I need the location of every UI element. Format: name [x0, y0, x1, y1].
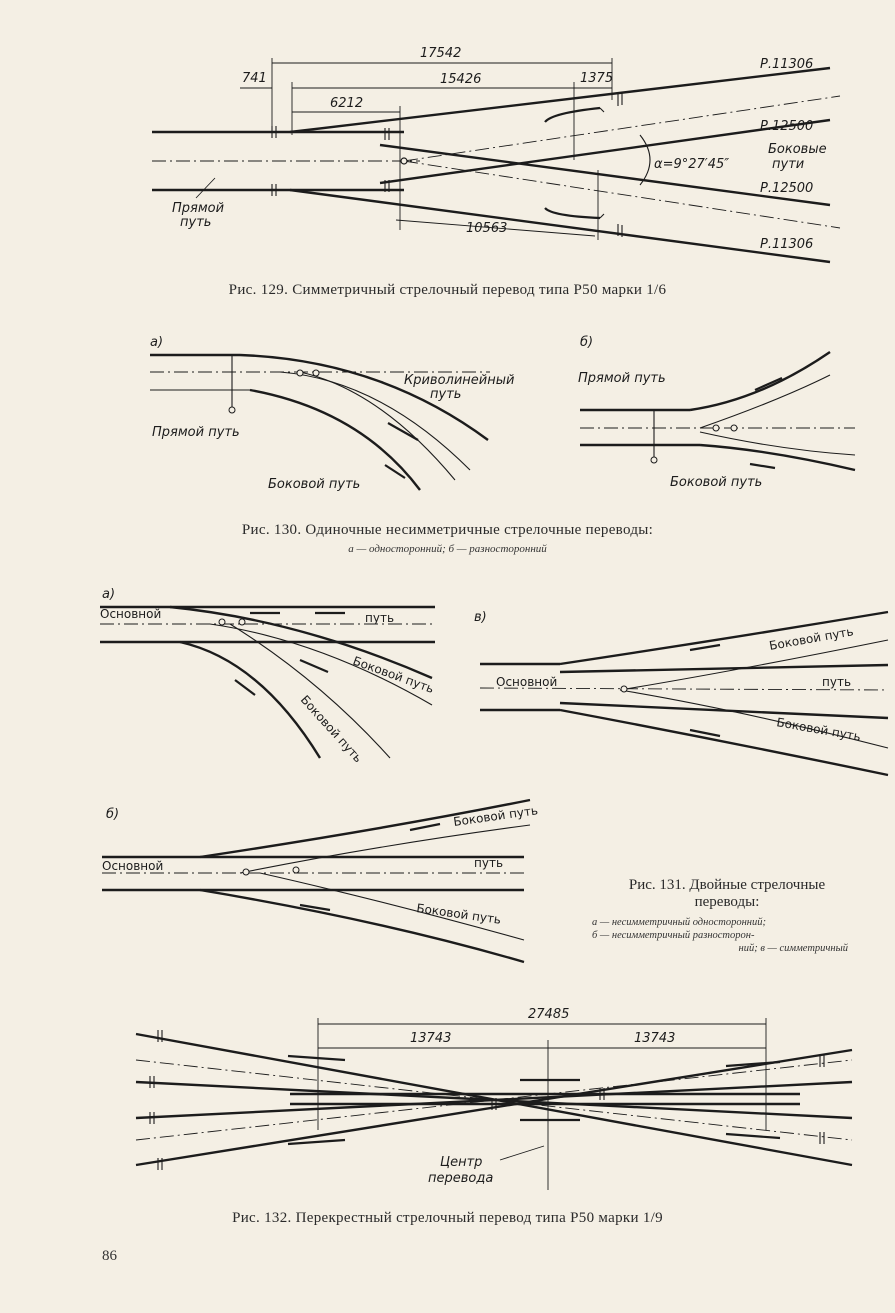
side-track-a-label: Боковой путь: [268, 477, 361, 492]
dim-741: 741: [242, 71, 267, 86]
curved-track-label: путь: [430, 387, 462, 402]
straight-track-label: путь: [180, 215, 212, 230]
dim-17542: 17542: [420, 46, 462, 61]
fig131-a-label: а): [102, 587, 116, 602]
fig132-caption: Рис. 132. Перекрестный стрелочный перевод типа Р50 марки 1/9: [232, 1210, 663, 1226]
fig131-sub-line: ний; в — симметричный: [738, 943, 848, 954]
dim-13743-left: 13743: [410, 1031, 452, 1046]
dim-15426: 15426: [440, 72, 482, 87]
fig130-a-label: а): [150, 335, 164, 350]
fig131-sub-line: а — несимметричный односторонний;: [592, 917, 766, 928]
b-main-label: Основной: [102, 859, 164, 873]
center-label: Центр: [440, 1155, 483, 1170]
rail-label: Р.12500: [760, 181, 814, 196]
dim-13743-right: 13743: [634, 1031, 676, 1046]
dim-1375: 1375: [580, 71, 614, 86]
v-side-bottom-label: Боковой путь: [775, 715, 862, 744]
a-main-label: Основной: [100, 607, 162, 621]
rail-label: Р.11306: [760, 237, 814, 252]
a-track-label: путь: [365, 611, 395, 625]
b-track-label: путь: [474, 856, 504, 870]
straight-track-a-label: Прямой путь: [152, 425, 240, 440]
b-side-top-label: Боковой путь: [452, 803, 539, 829]
fig131-b-label: б): [106, 807, 120, 822]
dim-10563: 10563: [466, 221, 508, 236]
side-track-b-label: Боковой путь: [670, 475, 763, 490]
curved-track-label: Криволинейный: [404, 373, 515, 388]
v-main-label: Основной: [496, 675, 558, 689]
fig131-caption-line: Рис. 131. Двойные стрелочные: [628, 877, 826, 893]
fig131-v-label: в): [474, 610, 487, 625]
angle-label: α=9°27′45″: [654, 157, 730, 172]
b-side-bottom-label: Боковой путь: [415, 901, 502, 927]
rail-label: Р.11306: [760, 57, 814, 72]
center-label: перевода: [428, 1171, 494, 1186]
fig130-b-label: б): [580, 335, 594, 350]
fig130-subcaption: а — односторонний; б — разносторонний: [348, 543, 547, 555]
fig130-caption: Рис. 130. Одиночные несимметричные стрелочные переводы:: [241, 522, 654, 538]
fig129-caption: Рис. 129. Симметричный стрелочный перевод типа Р50 марки 1/6: [228, 282, 667, 298]
side-tracks-label: Боковые: [768, 142, 827, 157]
dim-6212: 6212: [330, 96, 364, 111]
straight-track-b-label: Прямой путь: [578, 371, 666, 386]
rail-label: Р.12500: [760, 119, 814, 134]
dim-27485: 27485: [528, 1007, 570, 1022]
a-side-label: Боковой путь: [297, 692, 366, 766]
v-side-top-label: Боковой путь: [768, 624, 855, 653]
fig131-sub-line: б — несимметричный разносторон-: [592, 930, 755, 941]
v-track-label: путь: [822, 675, 852, 689]
straight-track-label: Прямой: [172, 201, 225, 216]
fig131-caption-line: переводы:: [694, 894, 760, 910]
a-side-label: Боковой путь: [350, 653, 436, 696]
page-number: 86: [102, 1248, 117, 1264]
side-tracks-label: пути: [772, 157, 805, 172]
